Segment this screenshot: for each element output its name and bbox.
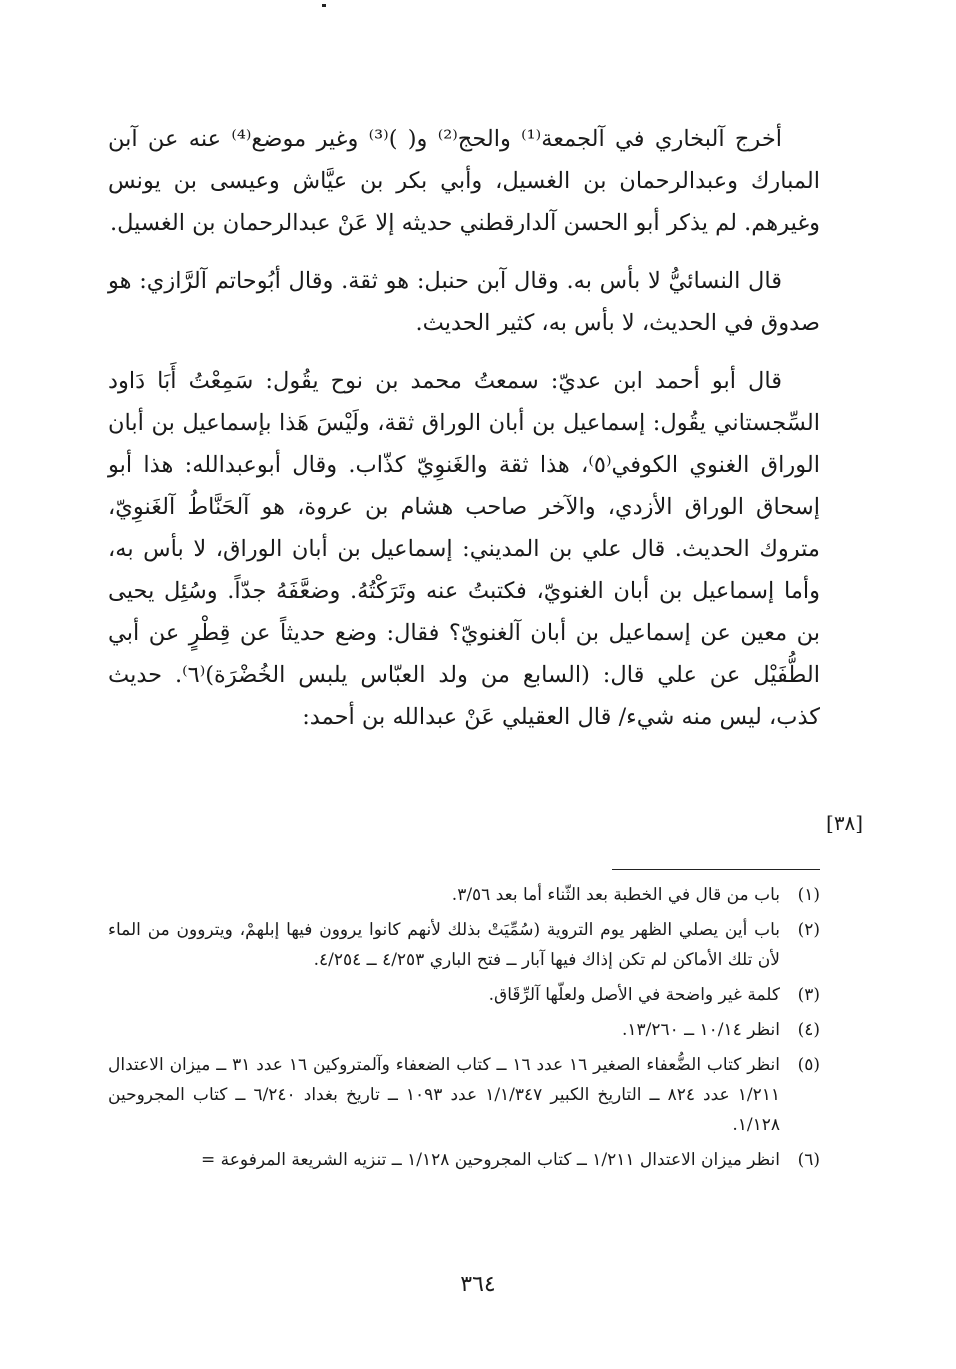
footnote-number: (٢) [797, 920, 820, 940]
top-mark [322, 4, 326, 7]
footnote-number: (٦) [797, 1150, 820, 1170]
footnote-3 [108, 980, 820, 1010]
footnote-text: باب أين يصلي الظهر يوم التروية (سُمِّيَتْ بذلك لأنهم كانوا يروون فيها إبلهمْ، ويتروون من الماء لأن تلك الأماكن لم تكن إذاك فيها آبار ــ فتح الباري ٤/٢٥٣ ــ ٤/٢٥٤. [108, 920, 780, 970]
footnote-number: (١) [797, 885, 820, 905]
footnote-text: انظر ١٠/١٤ ــ ١٣/٢٦٠. [621, 1020, 780, 1040]
main-text [108, 118, 820, 754]
footnote-text: باب من قال في الخطبة بعد الثّناء أما بعد ٣/٥٦. [451, 885, 780, 905]
paragraph-2: قال النسائيُّ لا بأس به. وقال آبن حنبل: هو ثقة. وقال أبُوحاتم آلرَّازي: هو صدوق في الحديث، لا بأس به، كثير الحديث. [108, 268, 820, 336]
page-number: ٣٦٤ [460, 1272, 496, 1297]
paragraph-1: أخرج آلبخاري في آلجمعة⁽¹⁾ والحج⁽²⁾ و( )⁽³⁾ وغير موضع⁽⁴⁾ عنه عن آبن المبارك وعبدالرحمان بن الغسيل، وأبي بكر بن عيَّاش وعيسى بن يونس وغيرهم. لم يذكر أبو الحسن آلدارقطني حديثه إلا عَنْ عبدالرحمان بن الغسيل. [108, 126, 820, 236]
footnote-number: (٣) [797, 985, 820, 1005]
footnote-1 [108, 880, 820, 910]
paragraph-3: قال أبو أحمد ابن عديّ: سمعتُ محمد بن نوح يقُول: سَمِعْتُ أَبَا دَاود السِّجستاني يقُول: إسماعيل بن أبان الوراق ثقة، ولَيْسَ هَذا بإسماعيل بن أبان الوراق الغنوي الكوفي⁽٥⁾، هذا ثقة والغَنوِيّ كذّاب. وقال أبوعبدالله: هذا أبو إسحاق الوراق الأزدي، والآخر صاحب هشام بن عروة، هو آلحَنَّاطُ آلغَنوِيّ، متروك الحديث. قال علي بن المديني: إسماعيل بن أبان الوراق، لا بأس به، وأما إسماعيل بن أبان الغنويّ، فكتبتُ عنه وتَرَكْتُهُ. وضعَّفَهُ جدّاً. وسُئِل يحيى بن معين عن إسماعيل بن أبان آلغنويّ؟ فقال: وضع حديثاً عن قِطْرٍ عن أبي الطُّفَيْل عن علي قال: (السابع من ولد العبّاس يلبس الخُضْرَة)⁽٦⁾. حديث كذب، ليس منه شيء/ قال العقيلي عَنْ عبدالله بن أحمد: [108, 368, 820, 730]
footnote-text: انظر كتاب الضُّعفاء الصغير ١٦ عدد ١٦ ــ كتاب الضعفاء وآلمتروكين ١٦ عدد ٣١ ــ ميزان الاعتدال ١/٢١١ عدد ٨٢٤ ــ التاريخ الكبير ١/١/٣٤٧ عدد ١٠٩٣ ــ تاريخ بغداد ٦/٢٤٠ ــ كتاب المجروحين ١/١٢٨. [108, 1055, 781, 1135]
footnote-2 [108, 915, 820, 975]
footnote-text: انظر ميزان الاعتدال ١/٢١١ ــ كتاب المجروحين ١/١٢٨ ــ تنزيه الشريعة المرفوعة = [201, 1150, 780, 1170]
footnote-5 [108, 1050, 820, 1140]
footnote-text: كلمة غير واضحة في الأصل ولعلّها آلرِّقَاق. [488, 985, 780, 1005]
footnote-number: (٤) [797, 1020, 820, 1040]
page-marker: [٣٨] [826, 811, 864, 835]
footnote-separator [612, 869, 820, 870]
footnote-number: (٥) [797, 1055, 820, 1075]
footnote-4 [108, 1015, 820, 1045]
footnotes [108, 880, 820, 1180]
footnote-6 [108, 1145, 820, 1175]
